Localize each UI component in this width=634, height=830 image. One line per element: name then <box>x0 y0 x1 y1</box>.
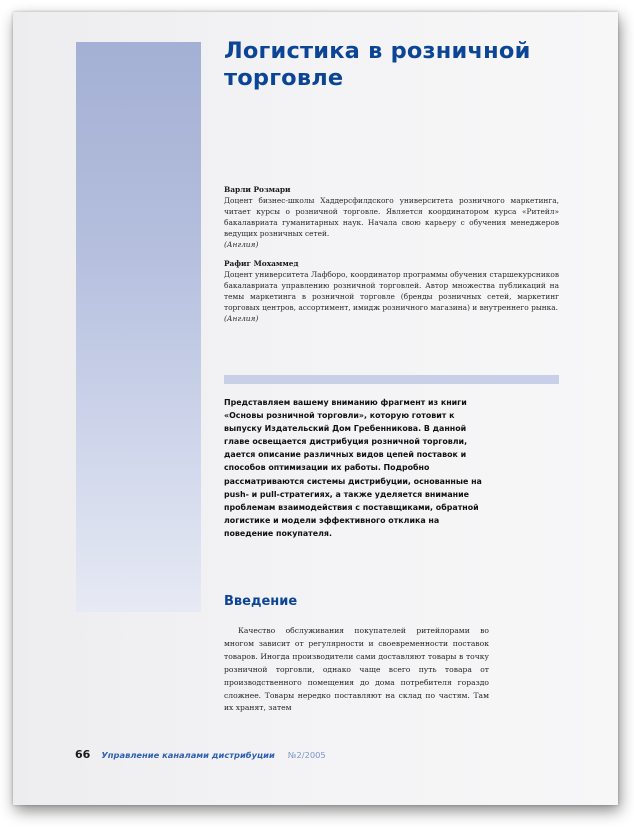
page-number: 66 <box>75 748 91 761</box>
author-entry <box>224 185 559 250</box>
journal-name: Управление каналами дистрибуции <box>101 750 275 760</box>
sidebar-color-band <box>76 42 201 612</box>
authors-block <box>224 185 559 334</box>
issue-number: №2/2005 <box>287 750 326 760</box>
author-country: (Англия) <box>224 239 259 249</box>
page-footer <box>75 743 326 762</box>
author-entry <box>224 259 559 324</box>
body-text <box>224 625 489 715</box>
lead-text: Представляем вашему вниманию фрагмент из книги «Основы розничной торговли», которую готовит к выпуску Издательский Дом Гребенникова. В данной главе освещается дистрибуция розничной торговли, дается описание различных видов цепей поставок и способов оптимизации их работы. Подробно рассматриваются системы дистрибуции, основанные на push- и pull-стратегиях, а также уделяется внимание проблемам взаимодействия с поставщиками, обратной логистике и модели эффективного отклика на поведение покупателя. <box>224 398 482 538</box>
body-paragraph: Качество обслуживания покупателей ритейлорами во многом зависит от регулярности и своевременности поставок товаров. Иногда производители сами доставляют товары в точку розничной торговли, однако чаще всего путь товара от производственного помещения до дома потребителя гораздо сложнее. Товары нередко поставляют на склад по частям. Там их хранят, затем <box>224 626 489 713</box>
article-title: Логистика в розничной торговле <box>224 38 531 91</box>
author-country: (Англия) <box>224 313 259 323</box>
magazine-page <box>13 12 618 805</box>
section-divider-bar <box>224 375 559 384</box>
author-name: Варли Розмари <box>224 185 291 194</box>
lead-paragraph <box>224 396 486 540</box>
author-bio: Доцент бизнес-школы Хаддерсфилдского университета розничного маркетинга, читает курсы о розничной торговле. Является координатором курса «Ритейл» бакалавриата гуманитарных наук. Начала свою карьеру с обучения менеджеров ведущих розничных сетей. <box>224 195 559 238</box>
author-name: Рафиг Мохаммед <box>224 259 299 269</box>
author-bio: Доцент университета Лафборо, координатор программы обучения старшекурсников бакалавриата управлению розничной торговлей. Автор множества публикаций на темы маркетинга в розничной торговле (бренды розничных сетей, маркетинг торговых центров, ассортимент, имидж розничного магазина) и внутреннего рынка. <box>224 270 559 313</box>
section-heading: Введение <box>224 594 298 609</box>
